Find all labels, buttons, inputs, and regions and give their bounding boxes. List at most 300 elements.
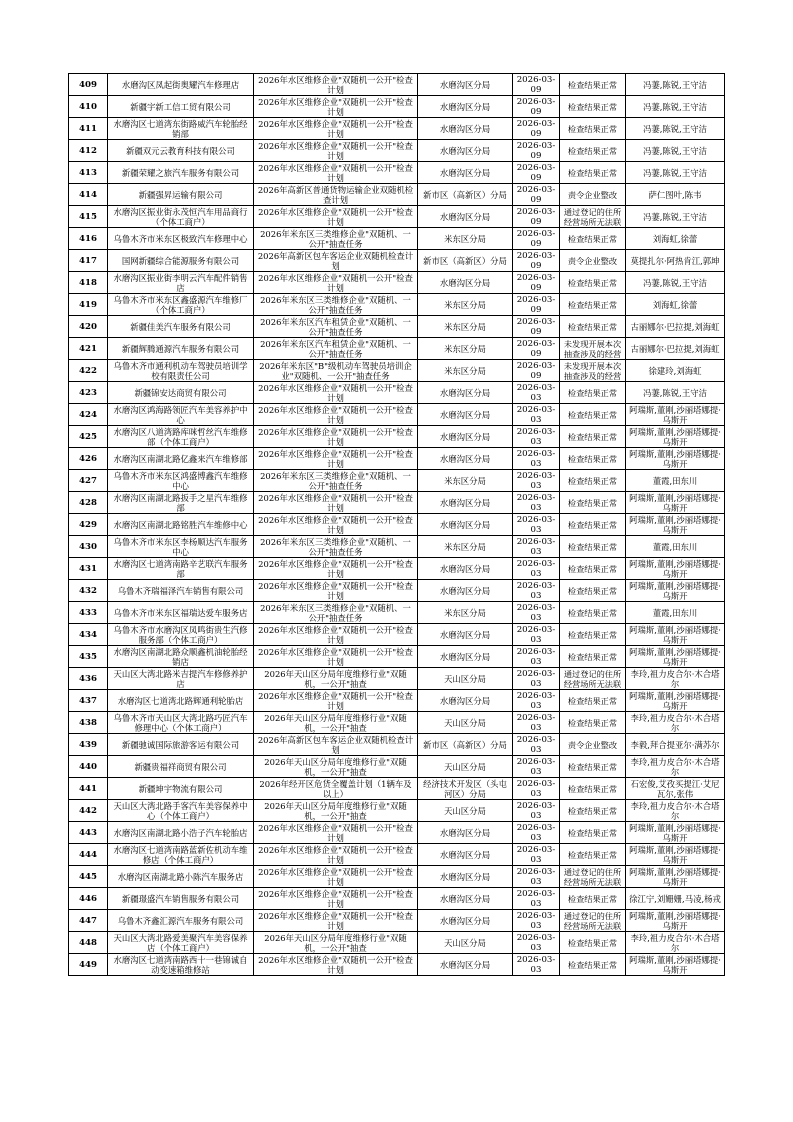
row-number: 431 [69, 558, 108, 580]
row-number: 444 [69, 844, 108, 866]
inspectors: 董霞,田东川 [626, 536, 725, 558]
inspection-plan: 2026年水区维修企业"双随机一公开"检查计划 [254, 206, 418, 228]
inspection-result: 检查结果正常 [560, 316, 626, 338]
inspection-plan: 2026年水区维修企业"双随机一公开"检查计划 [254, 558, 418, 580]
table-row [69, 646, 725, 668]
inspection-result: 检查结果正常 [560, 514, 626, 536]
inspection-date: 2026-03-09 [513, 294, 560, 316]
row-number: 424 [69, 404, 108, 426]
inspecting-branch: 天山区分局 [418, 800, 513, 822]
inspection-plan: 2026年水区维修企业"双随机一公开"检查计划 [254, 272, 418, 294]
row-number: 410 [69, 96, 108, 118]
company-name: 水磨沟区南湖北路亿鑫来汽车维修部 [108, 448, 254, 470]
inspection-result: 检查结果正常 [560, 382, 626, 404]
row-number: 413 [69, 162, 108, 184]
inspectors: 古丽娜尔·巴拉提,刘海虹 [626, 338, 725, 360]
inspection-date: 2026-03-03 [513, 910, 560, 932]
inspectors: 李玲,祖力皮合尔·木合塔尔 [626, 932, 725, 954]
inspection-result: 未发现开展本次抽查涉及的经营 [560, 338, 626, 360]
inspecting-branch: 新市区（高新区）分局 [418, 250, 513, 272]
table-row [69, 558, 725, 580]
inspection-plan: 2026年水区维修企业"双随机一公开"检查计划 [254, 96, 418, 118]
row-number: 446 [69, 888, 108, 910]
table-row [69, 624, 725, 646]
inspection-plan: 2026年米东区三类维修企业"双随机、一公开"抽查任务 [254, 228, 418, 250]
inspection-result: 通过登记的住所经营场所无法联 [560, 206, 626, 228]
inspection-results-table [68, 73, 725, 976]
inspectors: 李玲,祖力皮合尔·木合塔尔 [626, 712, 725, 734]
inspection-plan: 2026年水区维修企业"双随机一公开"检查计划 [254, 822, 418, 844]
table-row [69, 338, 725, 360]
table-row [69, 206, 725, 228]
inspection-plan: 2026年高新区包车客运企业双随机检查计划 [254, 250, 418, 272]
company-name: 新疆坤宇物流有限公司 [108, 778, 254, 800]
table-row [69, 118, 725, 140]
inspection-date: 2026-03-03 [513, 756, 560, 778]
inspection-result: 检查结果正常 [560, 272, 626, 294]
row-number: 449 [69, 954, 108, 976]
row-number: 448 [69, 932, 108, 954]
inspection-table-page [68, 73, 724, 976]
inspection-result: 检查结果正常 [560, 96, 626, 118]
company-name: 水磨沟区振业街李明云汽车配件销售店 [108, 272, 254, 294]
inspectors: 李玲,祖力皮合尔·木合塔尔 [626, 756, 725, 778]
row-number: 412 [69, 140, 108, 162]
inspection-plan: 2026年经开区危货全覆盖计划（1辆车及以上） [254, 778, 418, 800]
inspection-result: 检查结果正常 [560, 404, 626, 426]
inspectors: 冯萋,陈锐,王守洁 [626, 140, 725, 162]
inspection-date: 2026-03-09 [513, 206, 560, 228]
company-name: 乌鲁木齐市米东区极致汽车修理中心 [108, 228, 254, 250]
inspection-plan: 2026年米东区"B"级机动车驾驶员培训企业"双随机、一公开"抽查任务 [254, 360, 418, 382]
row-number: 434 [69, 624, 108, 646]
inspection-result: 检查结果正常 [560, 800, 626, 822]
inspection-plan: 2026年天山区分局年度维修行业"双随机，一公开"抽查 [254, 756, 418, 778]
table-body [69, 74, 725, 976]
table-row [69, 382, 725, 404]
table-row [69, 228, 725, 250]
inspection-plan: 2026年米东区三类维修企业"双随机、一公开"抽查任务 [254, 602, 418, 624]
inspecting-branch: 水磨沟区分局 [418, 822, 513, 844]
inspection-plan: 2026年水区维修企业"双随机一公开"检查计划 [254, 580, 418, 602]
inspection-date: 2026-03-03 [513, 426, 560, 448]
inspection-plan: 2026年水区维修企业"双随机一公开"检查计划 [254, 74, 418, 96]
inspection-plan: 2026年天山区分局年度维修行业"双随机，一公开"抽查 [254, 668, 418, 690]
inspecting-branch: 米东区分局 [418, 338, 513, 360]
inspection-date: 2026-03-03 [513, 580, 560, 602]
inspecting-branch: 水磨沟区分局 [418, 514, 513, 536]
company-name: 水磨沟区南湖北路扳手之星汽车维修部 [108, 492, 254, 514]
inspection-result: 检查结果正常 [560, 492, 626, 514]
row-number: 440 [69, 756, 108, 778]
inspectors: 萨仁图叶,陈韦 [626, 184, 725, 206]
inspectors: 冯萋,陈锐,王守洁 [626, 118, 725, 140]
company-name: 乌鲁木齐鑫汇源汽车服务有限公司 [108, 910, 254, 932]
inspection-plan: 2026年高新区普通货物运输企业双随机检查计划 [254, 184, 418, 206]
row-number: 423 [69, 382, 108, 404]
inspection-result: 检查结果正常 [560, 844, 626, 866]
inspection-plan: 2026年水区维修企业"双随机一公开"检查计划 [254, 492, 418, 514]
inspectors: 阿瑞斯,董刚,沙丽塔娜提·乌斯开 [626, 954, 725, 976]
inspection-date: 2026-03-03 [513, 646, 560, 668]
inspection-plan: 2026年水区维修企业"双随机一公开"检查计划 [254, 844, 418, 866]
inspection-plan: 2026年天山区分局年度维修行业"双随机，一公开"抽查 [254, 712, 418, 734]
inspecting-branch: 米东区分局 [418, 602, 513, 624]
inspection-date: 2026-03-03 [513, 690, 560, 712]
row-number: 439 [69, 734, 108, 756]
inspectors: 冯萋,陈锐,王守洁 [626, 272, 725, 294]
inspection-date: 2026-03-03 [513, 404, 560, 426]
inspecting-branch: 新市区（高新区）分局 [418, 734, 513, 756]
inspection-date: 2026-03-03 [513, 470, 560, 492]
inspection-plan: 2026年水区维修企业"双随机一公开"检查计划 [254, 910, 418, 932]
table-row [69, 844, 725, 866]
inspection-date: 2026-03-09 [513, 250, 560, 272]
inspection-date: 2026-03-03 [513, 448, 560, 470]
inspection-date: 2026-03-03 [513, 536, 560, 558]
inspection-result: 检查结果正常 [560, 756, 626, 778]
row-number: 447 [69, 910, 108, 932]
inspection-date: 2026-03-03 [513, 492, 560, 514]
inspecting-branch: 天山区分局 [418, 932, 513, 954]
inspecting-branch: 米东区分局 [418, 470, 513, 492]
company-name: 水磨沟区凤起街奥耀汽车修理店 [108, 74, 254, 96]
inspectors: 李毅,拜合提亚尔·满苏尔 [626, 734, 725, 756]
inspection-plan: 2026年水区维修企业"双随机一公开"检查计划 [254, 118, 418, 140]
company-name: 水磨沟区七道湾南路蓝新佐机动车维修店（个体工商户） [108, 844, 254, 866]
table-row [69, 250, 725, 272]
inspecting-branch: 米东区分局 [418, 536, 513, 558]
inspecting-branch: 水磨沟区分局 [418, 580, 513, 602]
inspection-result: 检查结果正常 [560, 536, 626, 558]
inspecting-branch: 水磨沟区分局 [418, 492, 513, 514]
inspection-date: 2026-03-03 [513, 822, 560, 844]
company-name: 新疆荣耀之旅汽车服务有限公司 [108, 162, 254, 184]
inspection-result: 检查结果正常 [560, 624, 626, 646]
inspection-date: 2026-03-03 [513, 954, 560, 976]
inspectors: 冯萋,陈锐,王守洁 [626, 74, 725, 96]
inspection-result: 通过登记的住所经营场所无法联 [560, 866, 626, 888]
company-name: 新疆贵福祥商贸有限公司 [108, 756, 254, 778]
table-row [69, 712, 725, 734]
inspectors: 阿瑞斯,董刚,沙丽塔娜提·乌斯开 [626, 822, 725, 844]
inspectors: 刘海虹,徐蕾 [626, 228, 725, 250]
row-number: 438 [69, 712, 108, 734]
inspection-date: 2026-03-03 [513, 558, 560, 580]
inspection-date: 2026-03-03 [513, 602, 560, 624]
table-row [69, 96, 725, 118]
inspectors: 冯萋,陈锐,王守洁 [626, 96, 725, 118]
table-row [69, 822, 725, 844]
table-row [69, 778, 725, 800]
row-number: 437 [69, 690, 108, 712]
company-name: 水磨沟区七道湾南路辛艺联汽车服务部 [108, 558, 254, 580]
inspecting-branch: 水磨沟区分局 [418, 888, 513, 910]
inspecting-branch: 水磨沟区分局 [418, 272, 513, 294]
inspection-plan: 2026年水区维修企业"双随机一公开"检查计划 [254, 888, 418, 910]
table-row [69, 668, 725, 690]
company-name: 水磨沟区南湖北路铭胜汽车维修中心 [108, 514, 254, 536]
inspection-result: 检查结果正常 [560, 690, 626, 712]
table-row [69, 866, 725, 888]
inspection-date: 2026-03-09 [513, 360, 560, 382]
inspection-result: 检查结果正常 [560, 822, 626, 844]
row-number: 445 [69, 866, 108, 888]
inspection-plan: 2026年水区维修企业"双随机一公开"检查计划 [254, 162, 418, 184]
company-name: 水磨沟区七道湾南路西十一巷锦诚自动变速箱维修站 [108, 954, 254, 976]
table-row [69, 932, 725, 954]
inspecting-branch: 米东区分局 [418, 316, 513, 338]
inspection-result: 检查结果正常 [560, 888, 626, 910]
inspection-result: 责令企业整改 [560, 250, 626, 272]
inspection-date: 2026-03-03 [513, 932, 560, 954]
inspection-date: 2026-03-09 [513, 96, 560, 118]
inspectors: 莫提扎尔·阿热肯江,郭坤 [626, 250, 725, 272]
row-number: 443 [69, 822, 108, 844]
table-row [69, 800, 725, 822]
row-number: 429 [69, 514, 108, 536]
table-row [69, 602, 725, 624]
inspection-date: 2026-03-09 [513, 228, 560, 250]
inspecting-branch: 经济技术开发区（头屯河区）分局 [418, 778, 513, 800]
inspection-plan: 2026年水区维修企业"双随机一公开"检查计划 [254, 624, 418, 646]
table-row [69, 404, 725, 426]
inspectors: 阿瑞斯,董刚,沙丽塔娜提·乌斯开 [626, 404, 725, 426]
company-name: 新疆宇新工信工贸有限公司 [108, 96, 254, 118]
inspectors: 刘海虹,徐蕾 [626, 294, 725, 316]
company-name: 新疆锦安达商贸有限公司 [108, 382, 254, 404]
row-number: 432 [69, 580, 108, 602]
inspection-date: 2026-03-09 [513, 162, 560, 184]
inspection-date: 2026-03-03 [513, 800, 560, 822]
inspecting-branch: 米东区分局 [418, 294, 513, 316]
inspecting-branch: 天山区分局 [418, 756, 513, 778]
inspectors: 阿瑞斯,董刚,沙丽塔娜提·乌斯开 [626, 558, 725, 580]
inspection-result: 责令企业整改 [560, 734, 626, 756]
table-row [69, 184, 725, 206]
row-number: 416 [69, 228, 108, 250]
inspectors: 徐建玲,刘海虹 [626, 360, 725, 382]
company-name: 乌鲁木齐市通利机动车驾驶员培训学校有限责任公司 [108, 360, 254, 382]
inspecting-branch: 水磨沟区分局 [418, 74, 513, 96]
inspection-plan: 2026年水区维修企业"双随机一公开"检查计划 [254, 404, 418, 426]
inspecting-branch: 水磨沟区分局 [418, 910, 513, 932]
inspecting-branch: 天山区分局 [418, 668, 513, 690]
row-number: 435 [69, 646, 108, 668]
table-row [69, 888, 725, 910]
inspectors: 徐江宁,刘姗姗,马凌,杨戎 [626, 888, 725, 910]
inspectors: 阿瑞斯,董刚,沙丽塔娜提·乌斯开 [626, 492, 725, 514]
company-name: 水磨沟区南湖北路众顺鑫机油轮胎经销店 [108, 646, 254, 668]
row-number: 425 [69, 426, 108, 448]
company-name: 乌鲁木齐市米东区鑫盛源汽车维修厂（个体工商户） [108, 294, 254, 316]
inspectors: 阿瑞斯,董刚,沙丽塔娜提·乌斯开 [626, 448, 725, 470]
company-name: 水磨沟区振业街永茂恒汽车用品商行（个体工商户） [108, 206, 254, 228]
company-name: 天山区大湾北路爱美聚汽车美容保养店（个体工商户） [108, 932, 254, 954]
inspecting-branch: 水磨沟区分局 [418, 866, 513, 888]
inspection-plan: 2026年高新区包车客运企业双随机检查计划 [254, 734, 418, 756]
inspection-date: 2026-03-09 [513, 272, 560, 294]
inspectors: 冯萋,陈锐,王守洁 [626, 162, 725, 184]
company-name: 国网新疆综合能源服务有限公司 [108, 250, 254, 272]
company-name: 乌鲁木齐市米东区李杨顺达汽车服务中心 [108, 536, 254, 558]
company-name: 乌鲁木齐市米东区鸿盛博鑫汽车维修中心 [108, 470, 254, 492]
inspecting-branch: 水磨沟区分局 [418, 206, 513, 228]
inspection-plan: 2026年天山区分局年度维修行业"双随机，一公开"抽查 [254, 932, 418, 954]
inspection-date: 2026-03-03 [513, 888, 560, 910]
table-row [69, 910, 725, 932]
table-row [69, 294, 725, 316]
company-name: 乌鲁木齐瑞福泽汽车销售有限公司 [108, 580, 254, 602]
table-row [69, 492, 725, 514]
inspecting-branch: 新市区（高新区）分局 [418, 184, 513, 206]
inspecting-branch: 水磨沟区分局 [418, 140, 513, 162]
table-row [69, 470, 725, 492]
company-name: 新疆强昇运输有限公司 [108, 184, 254, 206]
company-name: 新疆佳美汽车服务有限公司 [108, 316, 254, 338]
table-row [69, 360, 725, 382]
company-name: 水磨沟区八道湾路库咪哲丝汽车维修部（个体工商户） [108, 426, 254, 448]
inspection-date: 2026-03-09 [513, 338, 560, 360]
inspection-date: 2026-03-03 [513, 382, 560, 404]
company-name: 新疆驰诚国际旅游客运有限公司 [108, 734, 254, 756]
inspectors: 董霞,田东川 [626, 602, 725, 624]
inspection-result: 未发现开展本次抽查涉及的经营 [560, 360, 626, 382]
table-row [69, 514, 725, 536]
inspection-result: 检查结果正常 [560, 712, 626, 734]
inspection-plan: 2026年水区维修企业"双随机一公开"检查计划 [254, 448, 418, 470]
inspection-result: 检查结果正常 [560, 558, 626, 580]
row-number: 428 [69, 492, 108, 514]
row-number: 436 [69, 668, 108, 690]
row-number: 426 [69, 448, 108, 470]
inspection-result: 检查结果正常 [560, 602, 626, 624]
inspection-result: 通过登记的住所经营场所无法联 [560, 910, 626, 932]
inspection-result: 检查结果正常 [560, 778, 626, 800]
inspection-plan: 2026年米东区三类维修企业"双随机、一公开"抽查任务 [254, 536, 418, 558]
inspection-date: 2026-03-09 [513, 316, 560, 338]
row-number: 415 [69, 206, 108, 228]
company-name: 水磨沟区七道湾东街路威汽车轮胎经销部 [108, 118, 254, 140]
table-row [69, 734, 725, 756]
company-name: 新疆璟盛汽车销售服务有限公司 [108, 888, 254, 910]
inspection-result: 检查结果正常 [560, 932, 626, 954]
inspectors: 阿瑞斯,董刚,沙丽塔娜提·乌斯开 [626, 844, 725, 866]
inspection-date: 2026-03-09 [513, 74, 560, 96]
inspection-date: 2026-03-03 [513, 844, 560, 866]
row-number: 427 [69, 470, 108, 492]
inspectors: 阿瑞斯,董刚,沙丽塔娜提·乌斯开 [626, 866, 725, 888]
inspection-result: 检查结果正常 [560, 294, 626, 316]
inspection-date: 2026-03-03 [513, 712, 560, 734]
inspection-result: 检查结果正常 [560, 954, 626, 976]
inspection-plan: 2026年水区维修企业"双随机一公开"检查计划 [254, 646, 418, 668]
inspection-plan: 2026年米东区三类维修企业"双随机、一公开"抽查任务 [254, 470, 418, 492]
table-row [69, 74, 725, 96]
inspection-result: 检查结果正常 [560, 118, 626, 140]
inspectors: 李玲,祖力皮合尔·木合塔尔 [626, 800, 725, 822]
inspection-date: 2026-03-09 [513, 118, 560, 140]
table-row [69, 580, 725, 602]
inspection-plan: 2026年水区维修企业"双随机一公开"检查计划 [254, 954, 418, 976]
inspection-result: 检查结果正常 [560, 162, 626, 184]
inspection-plan: 2026年水区维修企业"双随机一公开"检查计划 [254, 382, 418, 404]
company-name: 天山区大湾北路手客汽车美容保养中心（个体工商户） [108, 800, 254, 822]
inspection-date: 2026-03-03 [513, 624, 560, 646]
inspection-result: 检查结果正常 [560, 470, 626, 492]
inspection-plan: 2026年水区维修企业"双随机一公开"检查计划 [254, 514, 418, 536]
company-name: 水磨沟区鸿海路领匠汽车美容养护中心 [108, 404, 254, 426]
inspection-date: 2026-03-03 [513, 734, 560, 756]
inspecting-branch: 水磨沟区分局 [418, 96, 513, 118]
table-row [69, 448, 725, 470]
row-number: 417 [69, 250, 108, 272]
inspection-date: 2026-03-03 [513, 778, 560, 800]
company-name: 新疆辉腾通源汽车服务有限公司 [108, 338, 254, 360]
company-name: 乌鲁木齐市米东区福瑞达爱车服务店 [108, 602, 254, 624]
inspectors: 冯萋,陈锐,王守洁 [626, 382, 725, 404]
inspection-result: 责令企业整改 [560, 184, 626, 206]
inspectors: 古丽娜尔·巴拉提,刘海虹 [626, 316, 725, 338]
row-number: 421 [69, 338, 108, 360]
inspection-plan: 2026年天山区分局年度维修行业"双随机，一公开"抽查 [254, 800, 418, 822]
row-number: 422 [69, 360, 108, 382]
inspection-date: 2026-03-03 [513, 514, 560, 536]
company-name: 天山区大湾北路米吉提汽车修修养护店 [108, 668, 254, 690]
inspection-result: 通过登记的住所经营场所无法联 [560, 668, 626, 690]
table-row [69, 272, 725, 294]
inspecting-branch: 水磨沟区分局 [418, 382, 513, 404]
row-number: 409 [69, 74, 108, 96]
table-row [69, 690, 725, 712]
inspecting-branch: 天山区分局 [418, 712, 513, 734]
inspectors: 阿瑞斯,董刚,沙丽塔娜提·乌斯开 [626, 690, 725, 712]
inspection-date: 2026-03-03 [513, 866, 560, 888]
inspection-date: 2026-03-09 [513, 140, 560, 162]
row-number: 418 [69, 272, 108, 294]
inspecting-branch: 水磨沟区分局 [418, 162, 513, 184]
table-row [69, 162, 725, 184]
inspectors: 石宏俊,艾孜买提江·艾尼瓦尔,张伟 [626, 778, 725, 800]
inspecting-branch: 水磨沟区分局 [418, 624, 513, 646]
inspectors: 阿瑞斯,董刚,沙丽塔娜提·乌斯开 [626, 646, 725, 668]
inspection-plan: 2026年米东区汽车租赁企业"双随机、一公开"抽查任务 [254, 316, 418, 338]
inspectors: 董霞,田东川 [626, 470, 725, 492]
inspection-date: 2026-03-09 [513, 184, 560, 206]
table-row [69, 536, 725, 558]
row-number: 414 [69, 184, 108, 206]
inspection-plan: 2026年水区维修企业"双随机一公开"检查计划 [254, 866, 418, 888]
row-number: 420 [69, 316, 108, 338]
inspection-result: 检查结果正常 [560, 74, 626, 96]
inspectors: 阿瑞斯,董刚,沙丽塔娜提·乌斯开 [626, 910, 725, 932]
inspecting-branch: 米东区分局 [418, 360, 513, 382]
table-row [69, 954, 725, 976]
company-name: 乌鲁木齐市水磨沟区凤鸣街贵生汽修服务部（个体工商户） [108, 624, 254, 646]
inspecting-branch: 水磨沟区分局 [418, 558, 513, 580]
table-row [69, 426, 725, 448]
inspection-plan: 2026年水区维修企业"双随机一公开"检查计划 [254, 140, 418, 162]
row-number: 433 [69, 602, 108, 624]
inspecting-branch: 水磨沟区分局 [418, 118, 513, 140]
inspection-result: 检查结果正常 [560, 140, 626, 162]
inspection-plan: 2026年米东区三类维修企业"双随机、一公开"抽查任务 [254, 294, 418, 316]
inspection-result: 检查结果正常 [560, 580, 626, 602]
inspecting-branch: 水磨沟区分局 [418, 646, 513, 668]
inspecting-branch: 水磨沟区分局 [418, 690, 513, 712]
table-row [69, 316, 725, 338]
table-row [69, 756, 725, 778]
